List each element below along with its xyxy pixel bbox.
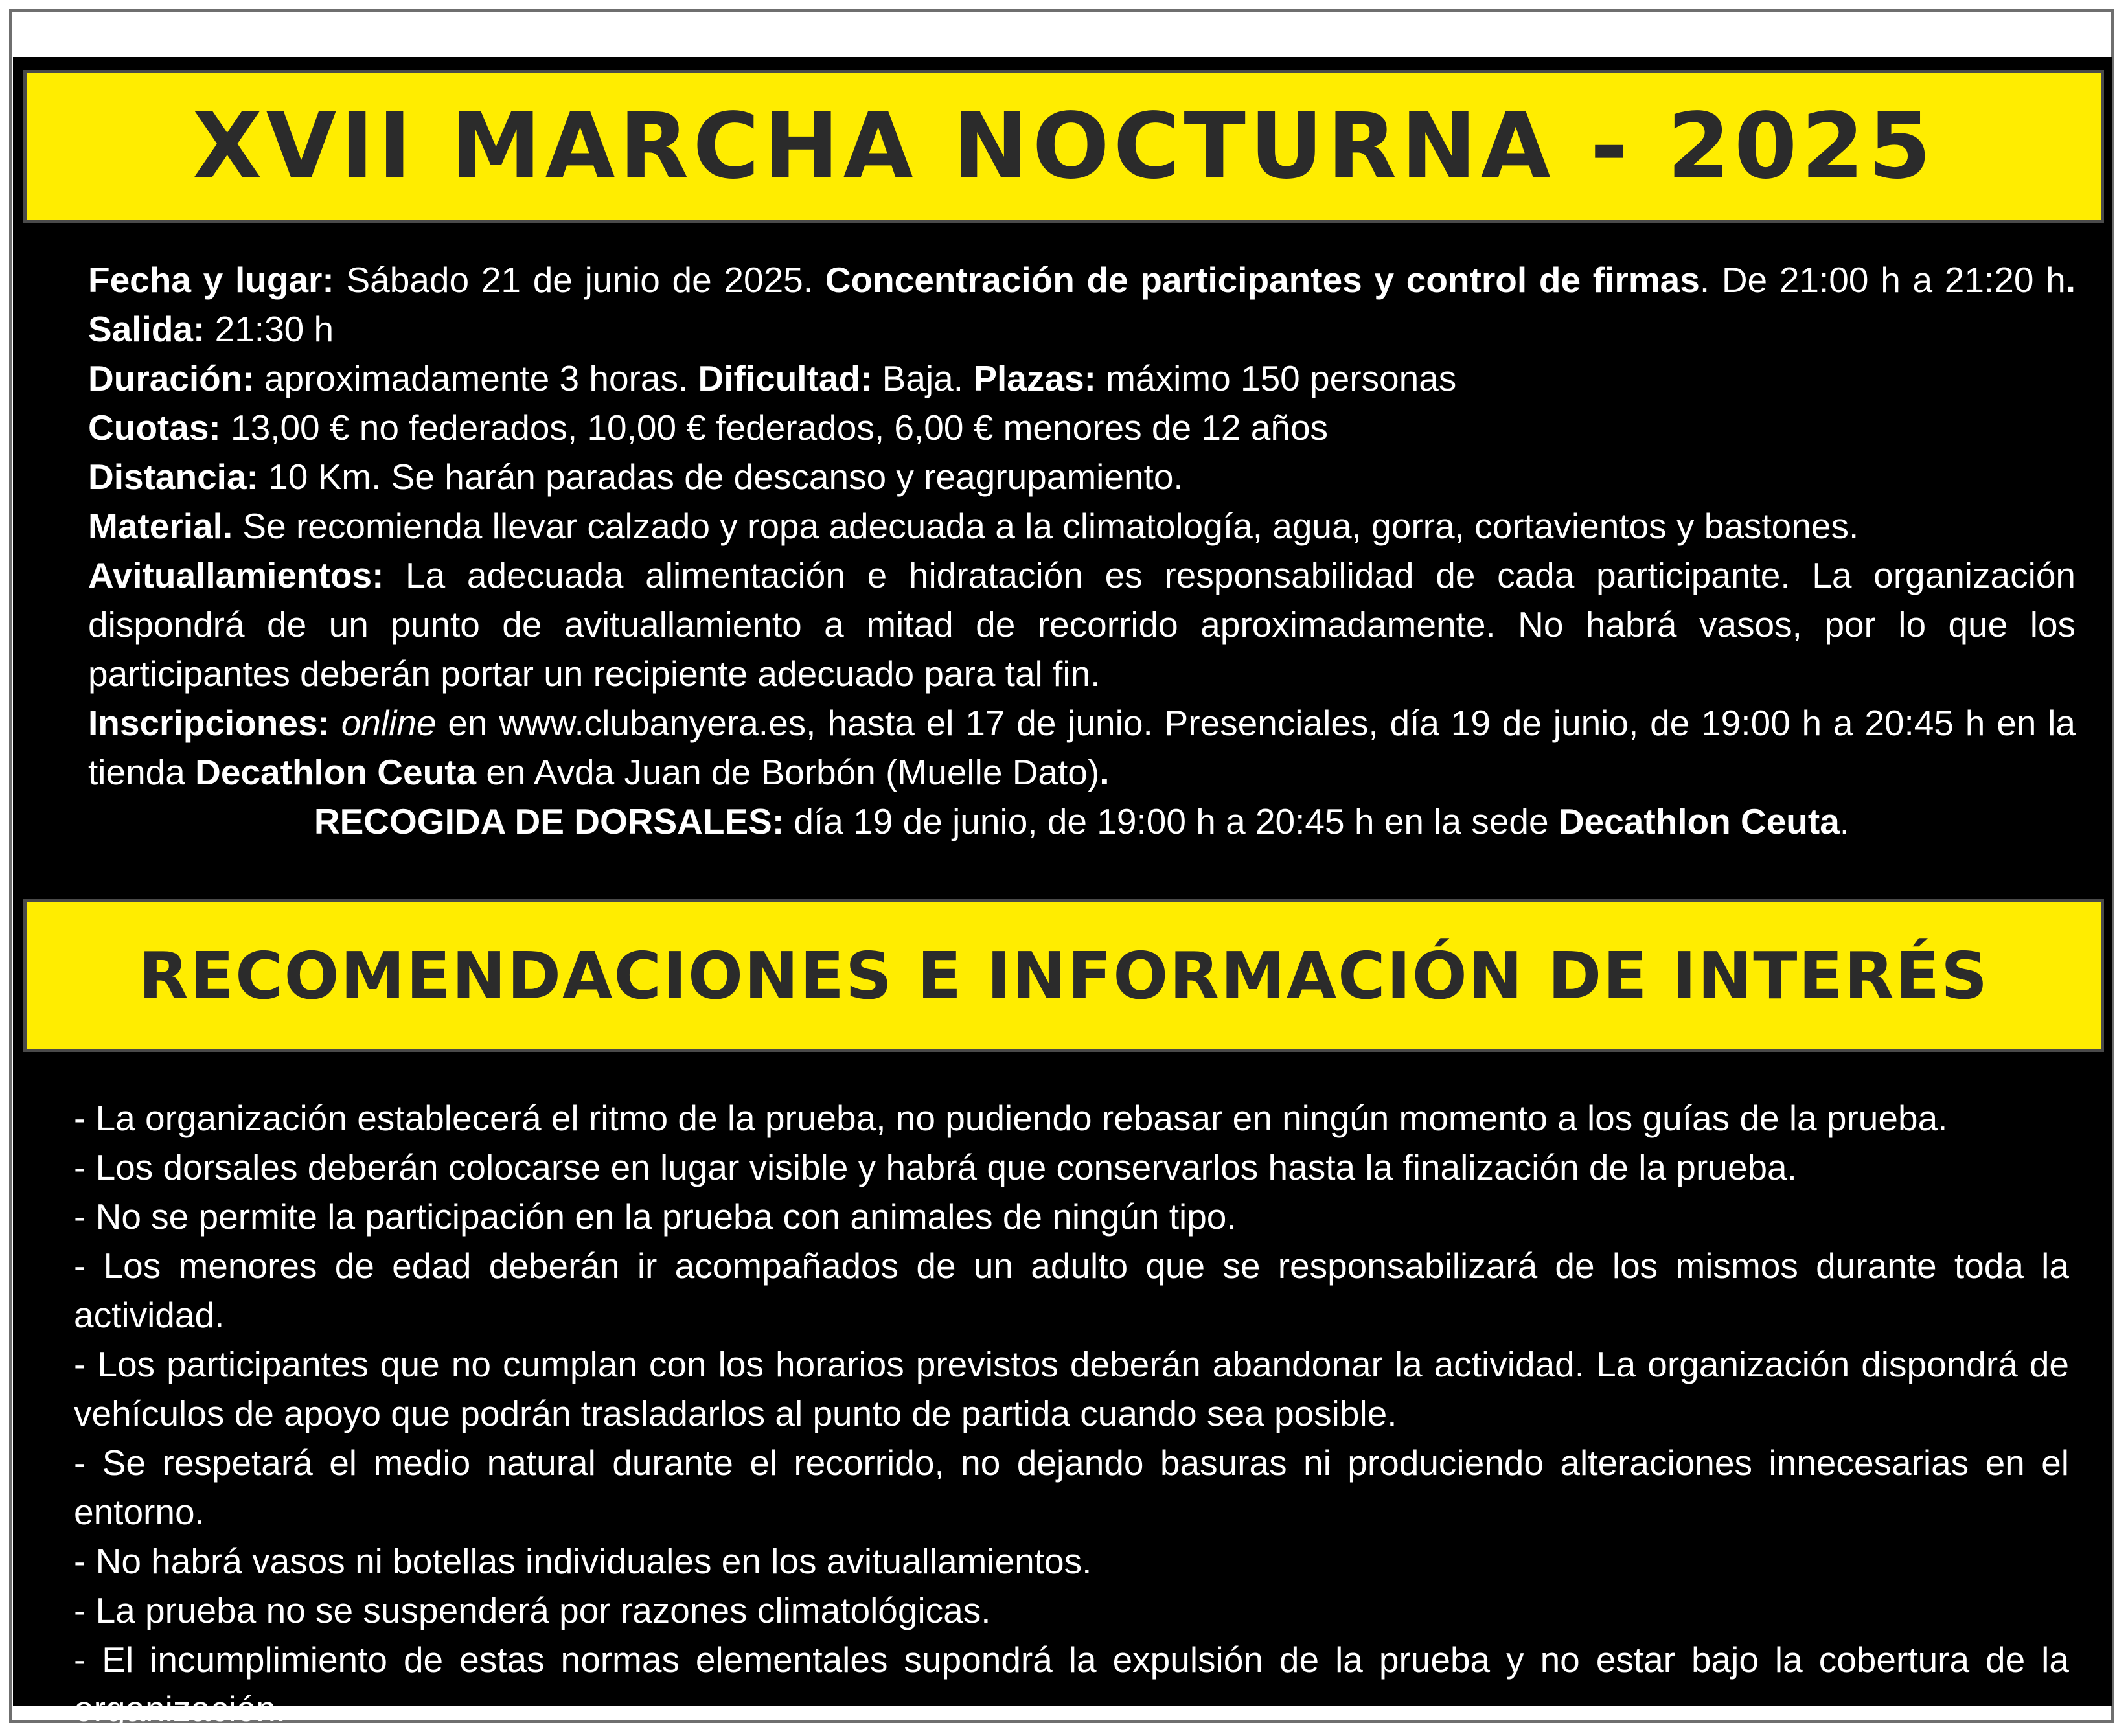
info-duracion: Duración: aproximadamente 3 horas. Dificultad: Baja. Plazas: máximo 150 personas <box>88 358 1457 398</box>
info-cuotas: Cuotas: 13,00 € no federados, 10,00 € federados, 6,00 € menores de 12 años <box>88 407 1329 448</box>
page-title: XVII MARCHA NOCTURNA - 2025 <box>192 93 1936 200</box>
info-material: Material. Se recomienda llevar calzado y ropa adecuada a la climatología, agua, gorra, cortavientos y bastones. <box>88 506 1859 546</box>
list-item: - No habrá vasos ni botellas individuales en los avituallamientos. <box>74 1541 1092 1581</box>
list-item: - La prueba no se suspenderá por razones climatológicas. <box>74 1590 991 1630</box>
recommendations-title: RECOMENDACIONES E INFORMACIÓN DE INTERÉS <box>138 937 1989 1014</box>
list-item: - Los participantes que no cumplan con los horarios previstos deberán abandonar la actividad. La organización dispondrá de vehículos de apoyo que podrán trasladarlos al punto de partida cuando sea posible. <box>74 1344 2069 1433</box>
info-distancia: Distancia: 10 Km. Se harán paradas de descanso y reagrupamiento. <box>88 457 1184 497</box>
list-item: - Se respetará el medio natural durante el recorrido, no dejando basuras ni produciendo alteraciones innecesarias en el entorno. <box>74 1443 2069 1532</box>
list-item: - La organización establecerá el ritmo de la prueba, no pudiendo rebasar en ningún momento a los guías de la prueba. <box>74 1098 1948 1138</box>
event-info <box>88 255 2076 846</box>
list-item: - El incumplimiento de estas normas elementales supondrá la expulsión de la prueba y no estar bajo la cobertura de la organización. <box>74 1639 2069 1729</box>
list-item: - No se permite la participación en la prueba con animales de ningún tipo. <box>74 1196 1237 1237</box>
info-fecha: Fecha y lugar: Sábado 21 de junio de 2025. Concentración de participantes y control de firmas. De 21:00 h a 21:20 h. Salida: 21:30 h <box>88 260 2076 349</box>
recommendations-list <box>74 1093 2069 1733</box>
info-recogida: RECOGIDA DE DORSALES: día 19 de junio, de 19:00 h a 20:45 h en la sede Decathlon Ceuta. <box>314 801 1850 841</box>
list-item: - Los menores de edad deberán ir acompañados de un adulto que se responsabilizará de los mismos durante toda la actividad. <box>74 1246 2069 1335</box>
title-banner <box>23 70 2104 223</box>
list-item: - Los dorsales deberán colocarse en lugar visible y habrá que conservarlos hasta la finalización de la prueba. <box>74 1147 1797 1187</box>
recommendations-banner <box>23 899 2104 1052</box>
info-inscripciones: Inscripciones: online en www.clubanyera.es, hasta el 17 de junio. Presenciales, día 19 de junio, de 19:00 h a 20:45 h en la tienda Decathlon Ceuta en Avda Juan de Borbón (Muelle Dato). <box>88 703 2076 792</box>
info-avituallamientos: Avituallamientos: La adecuada alimentación e hidratación es responsabilidad de cada participante. La organización dispondrá de un punto de avituallamiento a mitad de recorrido aproximadamente. No habrá vasos, por lo que los participantes deberán portar un recipiente adecuado para tal fin. <box>88 555 2076 694</box>
